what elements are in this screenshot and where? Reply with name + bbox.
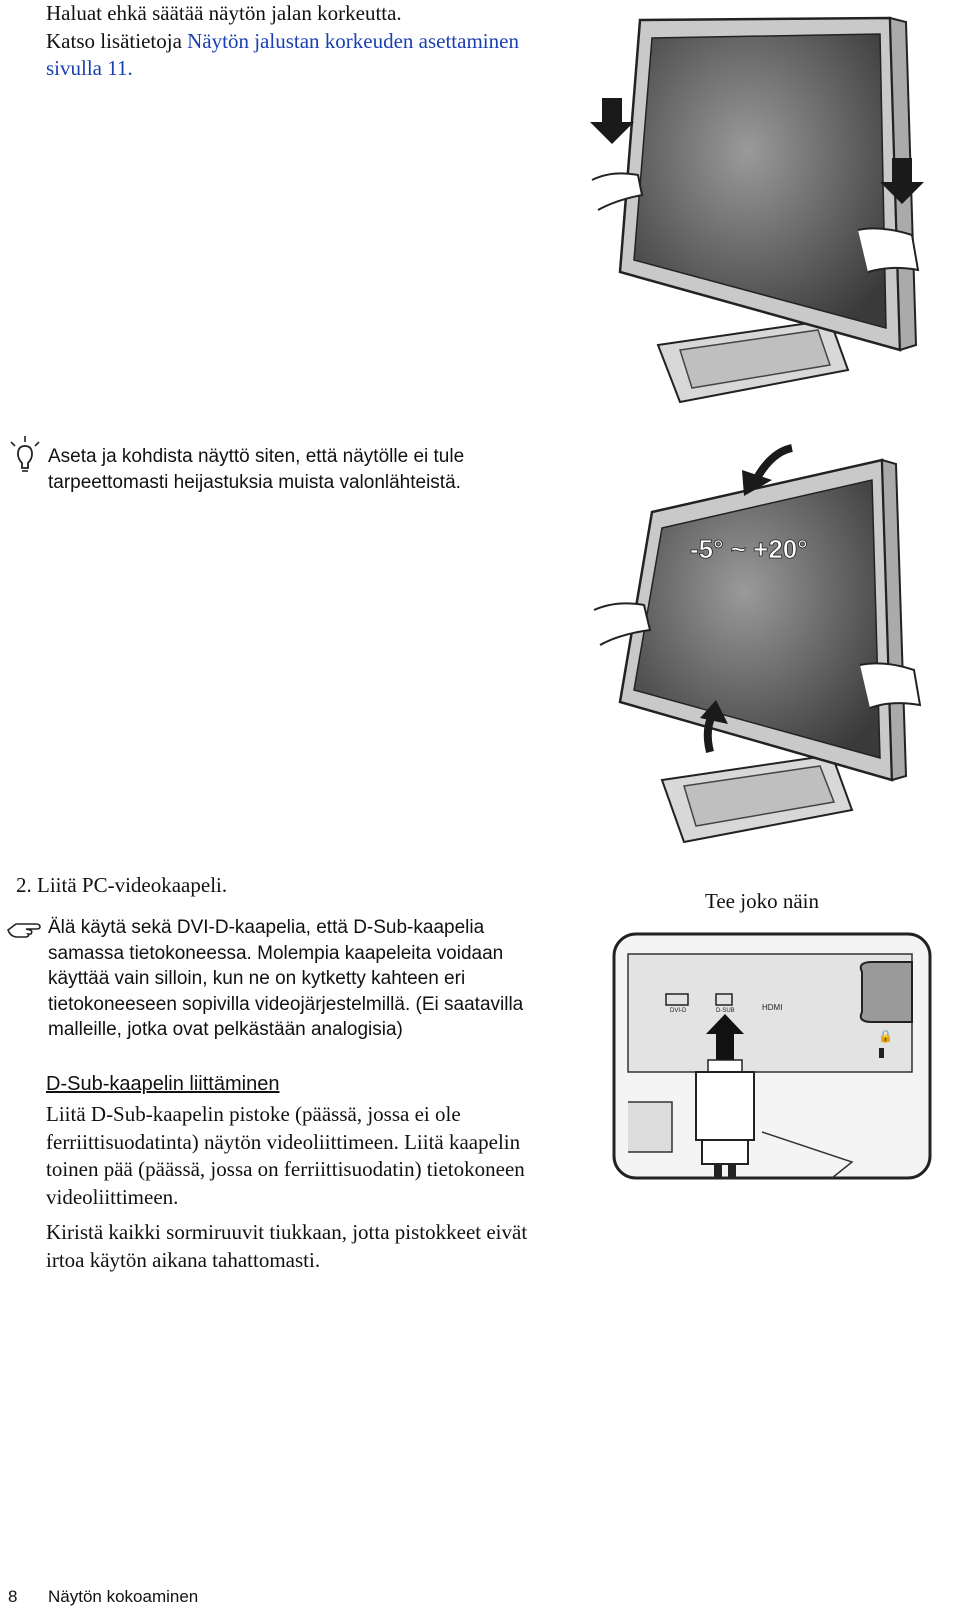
slot-icon bbox=[879, 1048, 884, 1058]
dsub-paragraph-2: Kiristä kaikki sormiruuvit tiukkaan, jotta pistokkeet eivät irtoa käytön aikana tahattomasti. bbox=[46, 1220, 528, 1272]
step-2-heading: 2. Liitä PC-videokaapeli. bbox=[16, 873, 228, 897]
dsub-connection-figure bbox=[612, 932, 932, 1180]
tilt-angle-label: -5° ~ +20° bbox=[690, 534, 808, 564]
note-text: Älä käytä sekä DVI-D-kaapelia, että D-Sub-kaapelia samassa tietokoneessa. Molempia kaapeleita voidaan käyttää vain silloin, kun ne on kytketty kahteen eri tietokoneeseen sopivilla videojärjestelmillä. (Ei saatavilla malleille, jotka ovat pelkästään analogisia) bbox=[48, 917, 524, 1040]
intro-text bbox=[46, 0, 606, 83]
dsub-connector bbox=[696, 1072, 754, 1140]
page-reference-link[interactable]: sivulla 11. bbox=[46, 56, 133, 80]
hand-right-icon bbox=[860, 663, 920, 708]
height-adjust-link[interactable]: Näytön jalustan korkeuden asettaminen bbox=[187, 28, 519, 53]
lock-icon: 🔒 bbox=[878, 1029, 893, 1043]
monitor-height-figure bbox=[590, 10, 930, 410]
monitor-tilt-figure bbox=[592, 440, 932, 850]
pointing-hand-icon bbox=[6, 918, 44, 940]
intro-line-2: Katso lisätietoja Näytön jalustan korkeuden asettaminen bbox=[46, 28, 519, 53]
hand-right-icon bbox=[858, 228, 918, 272]
hdmi-port-label: HDMI bbox=[762, 1003, 783, 1012]
intro-line-1: Haluat ehkä säätää näytön jalan korkeutta. bbox=[46, 1, 402, 25]
dvi-port-label: DVI-D bbox=[670, 1008, 687, 1014]
figure-caption: Tee joko näin bbox=[705, 889, 819, 913]
tilt-arrow-top-icon bbox=[757, 448, 792, 478]
dsub-paragraph-1: Liitä D-Sub-kaapelin pistoke (päässä, jossa ei ole ferriittisuodatinta) näytön videoliittimeen. Liitä kaapelin toinen pää (päässä, jossa on ferriittisuodatin) tietokoneen videoliittimeen. bbox=[46, 1102, 525, 1209]
dsub-port-label: D-SUB bbox=[716, 1008, 735, 1014]
cable-hook bbox=[861, 962, 912, 1022]
footer-section-title: Näytön kokoaminen bbox=[48, 1587, 199, 1606]
arrow-down-left-icon bbox=[590, 98, 634, 144]
lightbulb-icon bbox=[8, 436, 42, 476]
tip-text: Aseta ja kohdista näyttö siten, että näytölle ei tule tarpeettomasti heijastuksia muista valonlähteistä. bbox=[48, 446, 465, 493]
page-number: 8 bbox=[8, 1587, 18, 1606]
dsub-heading: D-Sub-kaapelin liittäminen bbox=[46, 1073, 280, 1095]
